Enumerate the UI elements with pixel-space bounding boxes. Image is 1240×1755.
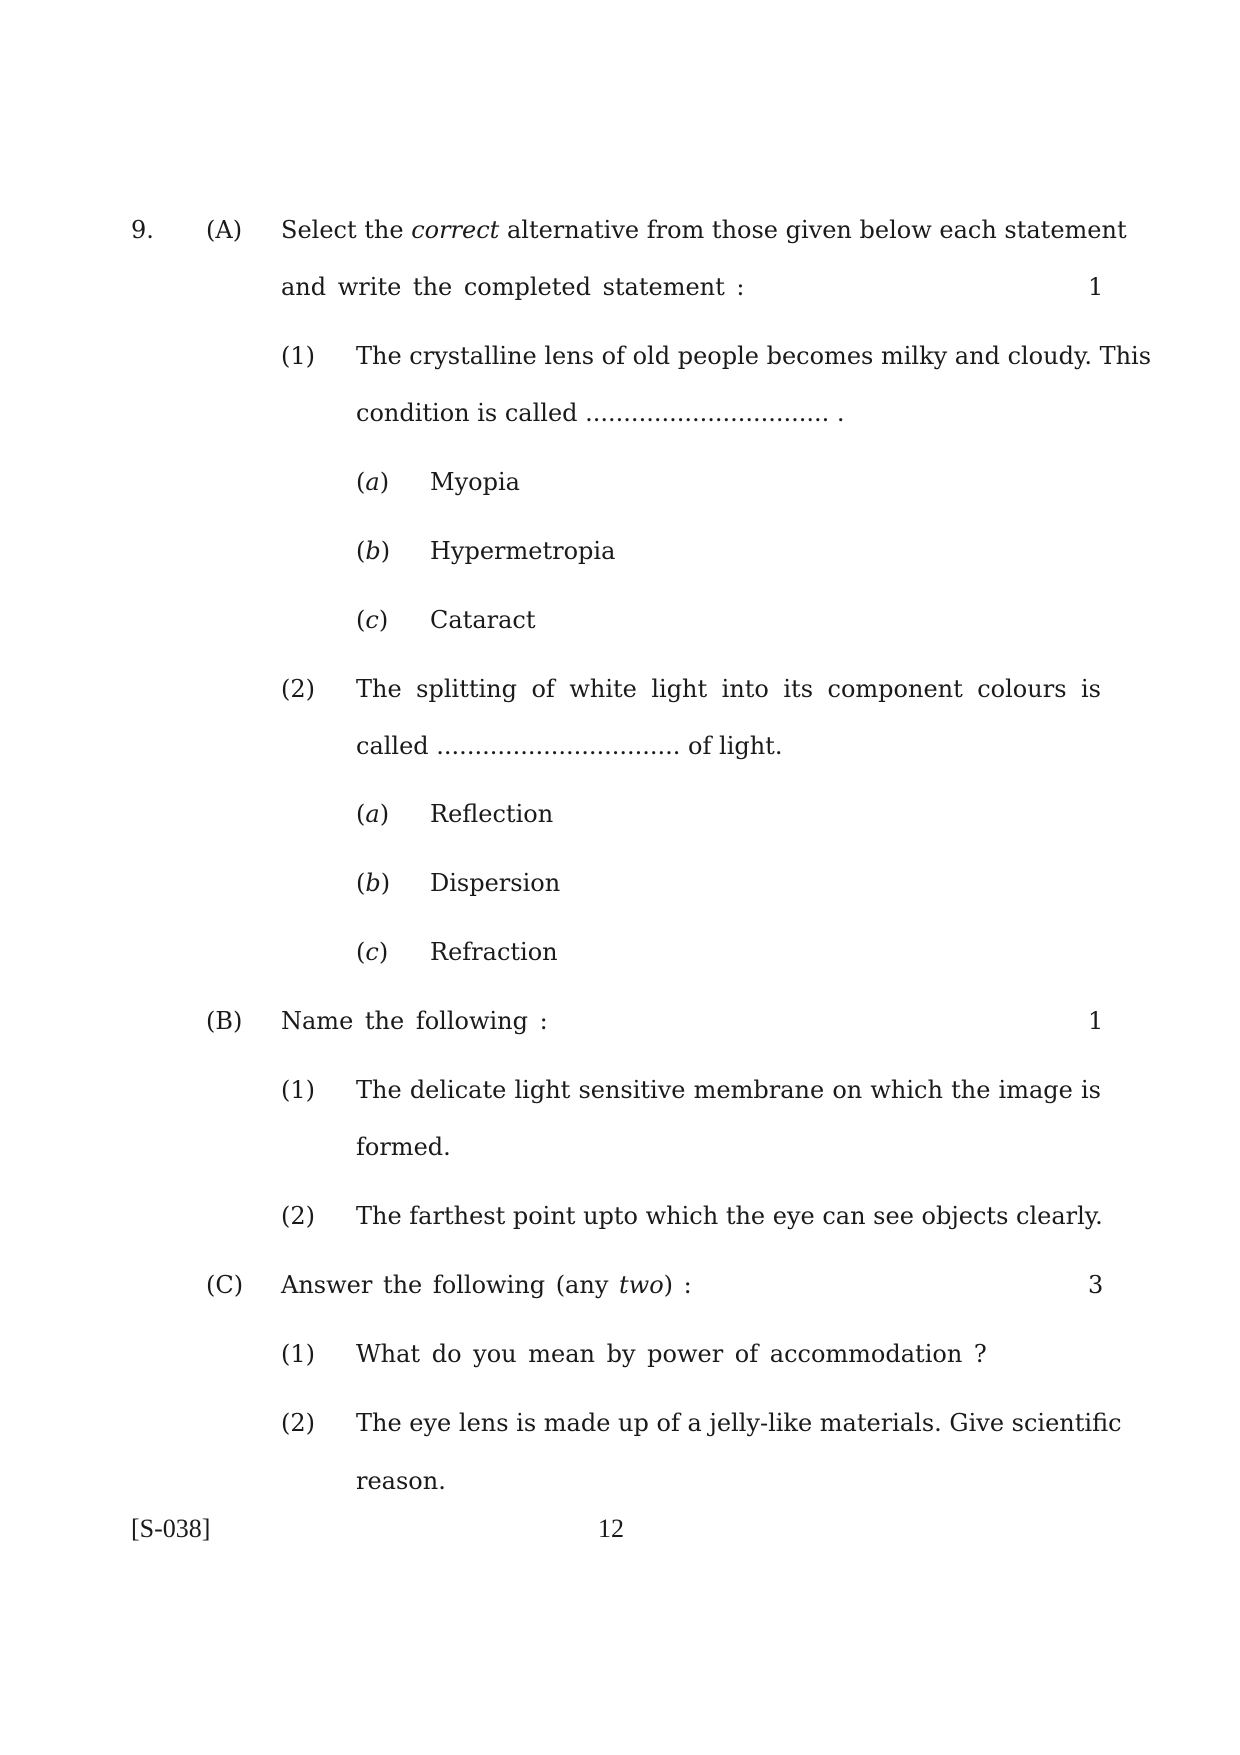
item-text-line2: called ................................ of light. xyxy=(356,732,783,760)
option-text: Myopia xyxy=(430,468,520,496)
part-a-instruction-line2: and write the completed statement : xyxy=(281,273,745,301)
item-number: (1) xyxy=(281,342,315,370)
option-text: Dispersion xyxy=(430,869,561,897)
part-a-instruction-line1: Select the correct alternative from those given below each statement xyxy=(281,216,1127,244)
question-number: 9. xyxy=(131,216,154,244)
part-a-label: (A) xyxy=(206,216,243,244)
item-number: (2) xyxy=(281,1202,315,1230)
item-text-line1: What do you mean by power of accommodation ? xyxy=(356,1340,987,1368)
option-text: Hypermetropia xyxy=(430,537,616,565)
item-text-line2: formed. xyxy=(356,1133,451,1161)
item-text-line1: The splitting of white light into its component colours is xyxy=(356,675,1101,703)
part-c-marks: 3 xyxy=(1088,1271,1104,1299)
option-text: Cataract xyxy=(430,606,536,634)
option-label: (c) xyxy=(356,938,389,966)
item-number: (1) xyxy=(281,1340,315,1368)
option-label: (b) xyxy=(356,869,391,897)
option-label: (a) xyxy=(356,468,390,496)
item-text-line1: The crystalline lens of old people becomes milky and cloudy. This xyxy=(356,342,1152,370)
option-text: Reflection xyxy=(430,800,554,828)
item-number: (2) xyxy=(281,1409,315,1437)
part-b-heading: Name the following : xyxy=(281,1007,548,1035)
item-text-line1: The farthest point upto which the eye can see objects clearly. xyxy=(356,1202,1103,1230)
option-label: (b) xyxy=(356,537,391,565)
page-number: 12 xyxy=(598,1514,624,1543)
item-number: (1) xyxy=(281,1076,315,1104)
paper-code: [S-038] xyxy=(131,1514,211,1543)
item-number: (2) xyxy=(281,675,315,703)
part-b-label: (B) xyxy=(206,1007,243,1035)
part-a-marks: 1 xyxy=(1088,273,1104,301)
item-text-line1: The delicate light sensitive membrane on which the image is xyxy=(356,1076,1101,1104)
item-text-line2: condition is called ................................ . xyxy=(356,399,845,427)
item-text-line1: The eye lens is made up of a jelly-like materials. Give scientific xyxy=(356,1409,1122,1437)
item-text-line2: reason. xyxy=(356,1467,446,1495)
part-c-label: (C) xyxy=(206,1271,244,1299)
option-label: (a) xyxy=(356,800,390,828)
option-label: (c) xyxy=(356,606,389,634)
part-b-marks: 1 xyxy=(1088,1007,1104,1035)
option-text: Refraction xyxy=(430,938,558,966)
part-c-heading: Answer the following (any two) : xyxy=(281,1271,692,1299)
